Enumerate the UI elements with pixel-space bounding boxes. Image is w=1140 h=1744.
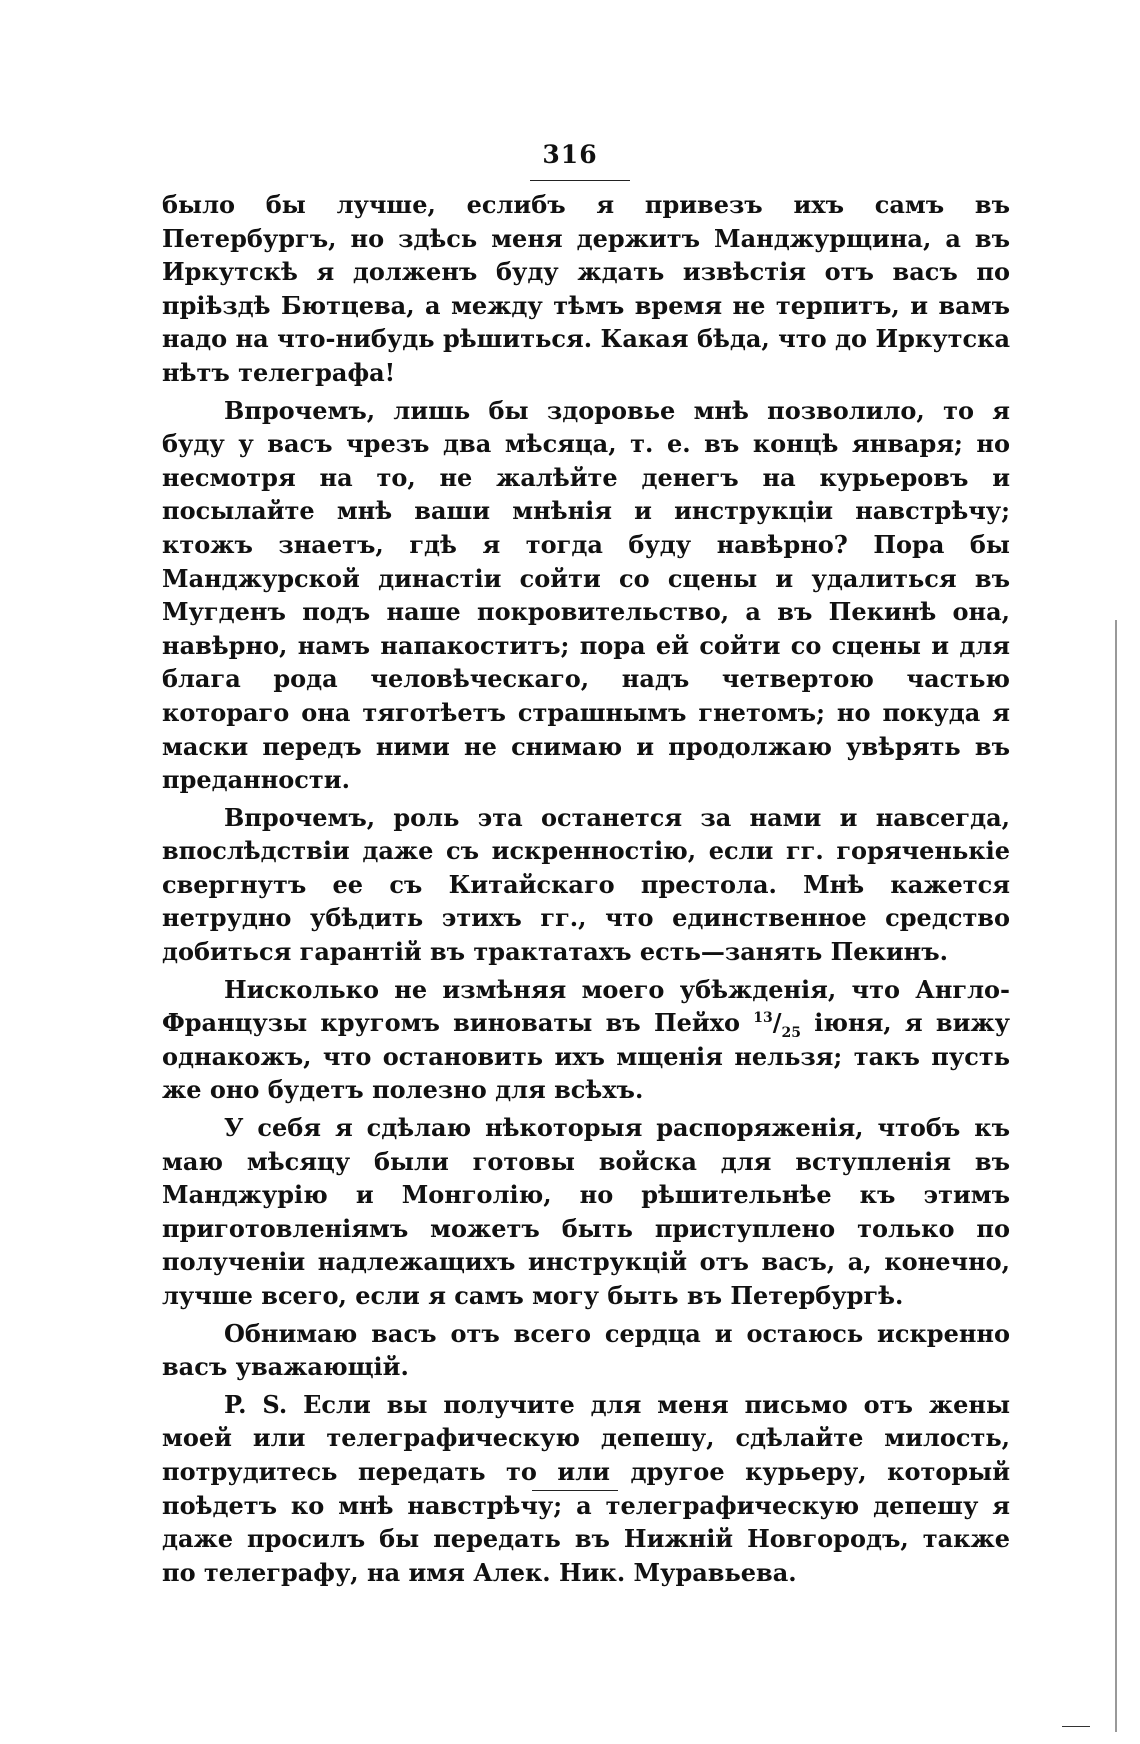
page-number: 316 bbox=[542, 140, 598, 169]
paragraph-4 bbox=[162, 973, 1010, 1107]
paragraph-6: Обнимаю васъ отъ всего сердца и остаюсь искренно васъ уважающій. bbox=[162, 1318, 1010, 1382]
date-subscript: 25 bbox=[781, 1025, 802, 1042]
paragraph-4-text-before: Нисколько не измѣняя моего убѣжденія, что Англо-Французы кругомъ виноваты въ Пейхо bbox=[162, 974, 1010, 1038]
date-superscript: 13 bbox=[753, 1010, 773, 1027]
paragraph-3: Впрочемъ, роль эта останется за нами и навсегда, впослѣдствіи даже съ искренностію, если гг. горяченькіе свергнутъ ее съ Китайскаго престола. Мнѣ кажется нетрудно убѣдить этихъ гг., что единственное средство добиться гарантій въ трактатахъ есть—занять Пекинъ. bbox=[162, 802, 1010, 967]
end-rule bbox=[532, 1490, 618, 1491]
scan-margin-line bbox=[1115, 620, 1117, 1732]
paragraph-7-postscript: P. S. Если вы получите для меня письмо отъ жены моей или телеграфическую депешу, сдѣлайте милость, потрудитесь передать то или другое курьеру, который поѣдетъ ко мнѣ навстрѣчу; а телеграфическую депешу я даже просилъ бы передать въ Нижній Новгородъ, также по телеграфу, на имя Алек. Ник. Муравьева. bbox=[162, 1389, 1010, 1587]
header-rule bbox=[530, 180, 630, 181]
body-text bbox=[162, 188, 1010, 1593]
paragraph-1: было бы лучше, еслибъ я привезъ ихъ самъ въ Петербургъ, но здѣсь меня держитъ Манджурщина, а въ Иркутскѣ я долженъ буду ждать извѣстія отъ васъ по пріѣздѣ Бютцева, а между тѣмъ время не терпитъ, и вамъ надо на что-нибудь рѣшиться. Какая бѣда, что до Иркутска нѣтъ телеграфа! bbox=[162, 190, 1010, 387]
paragraph-5: У себя я сдѣлаю нѣкоторыя распоряженія, чтобъ къ маю мѣсяцу были готовы войска для вступленія въ Манджурію и Монголію, но рѣшительнѣе къ этимъ приготовленіямъ можетъ быть приступлено только по полученіи надлежащихъ инструкцій отъ васъ, а, конечно, лучше всего, если я самъ могу быть въ Петербургѣ. bbox=[162, 1113, 1010, 1310]
paragraph-2: Впрочемъ, лишь бы здоровье мнѣ позволило, то я буду у васъ чрезъ два мѣсяца, т. е. въ концѣ января; но несмотря на то, не жалѣйте денегъ на курьеровъ и посылайте мнѣ ваши мнѣнія и инструкціи навстрѣчу; ктожъ знаетъ, гдѣ я тогда буду навѣрно? Пора бы Манджурской династіи сойти со сцены и удалиться въ Мугденъ подъ наше покровительство, а въ Пекинѣ она, навѣрно, намъ напакоститъ; пора ей сойти со сцены и для блага рода человѣческаго, надъ четвертою частью котораго она тяготѣетъ страшнымъ гнетомъ; но покуда я маски передъ ними не снимаю и продолжаю увѣрять въ преданности. bbox=[162, 395, 1010, 795]
scan-corner-mark bbox=[1062, 1726, 1090, 1727]
date-slash: / bbox=[772, 1008, 782, 1038]
paragraph-4-text-after: іюня, я вижу однакожъ, что остановить ихъ мщенія нельзя; такъ пусть же оно будетъ полезно для всѣхъ. bbox=[162, 1008, 1011, 1105]
